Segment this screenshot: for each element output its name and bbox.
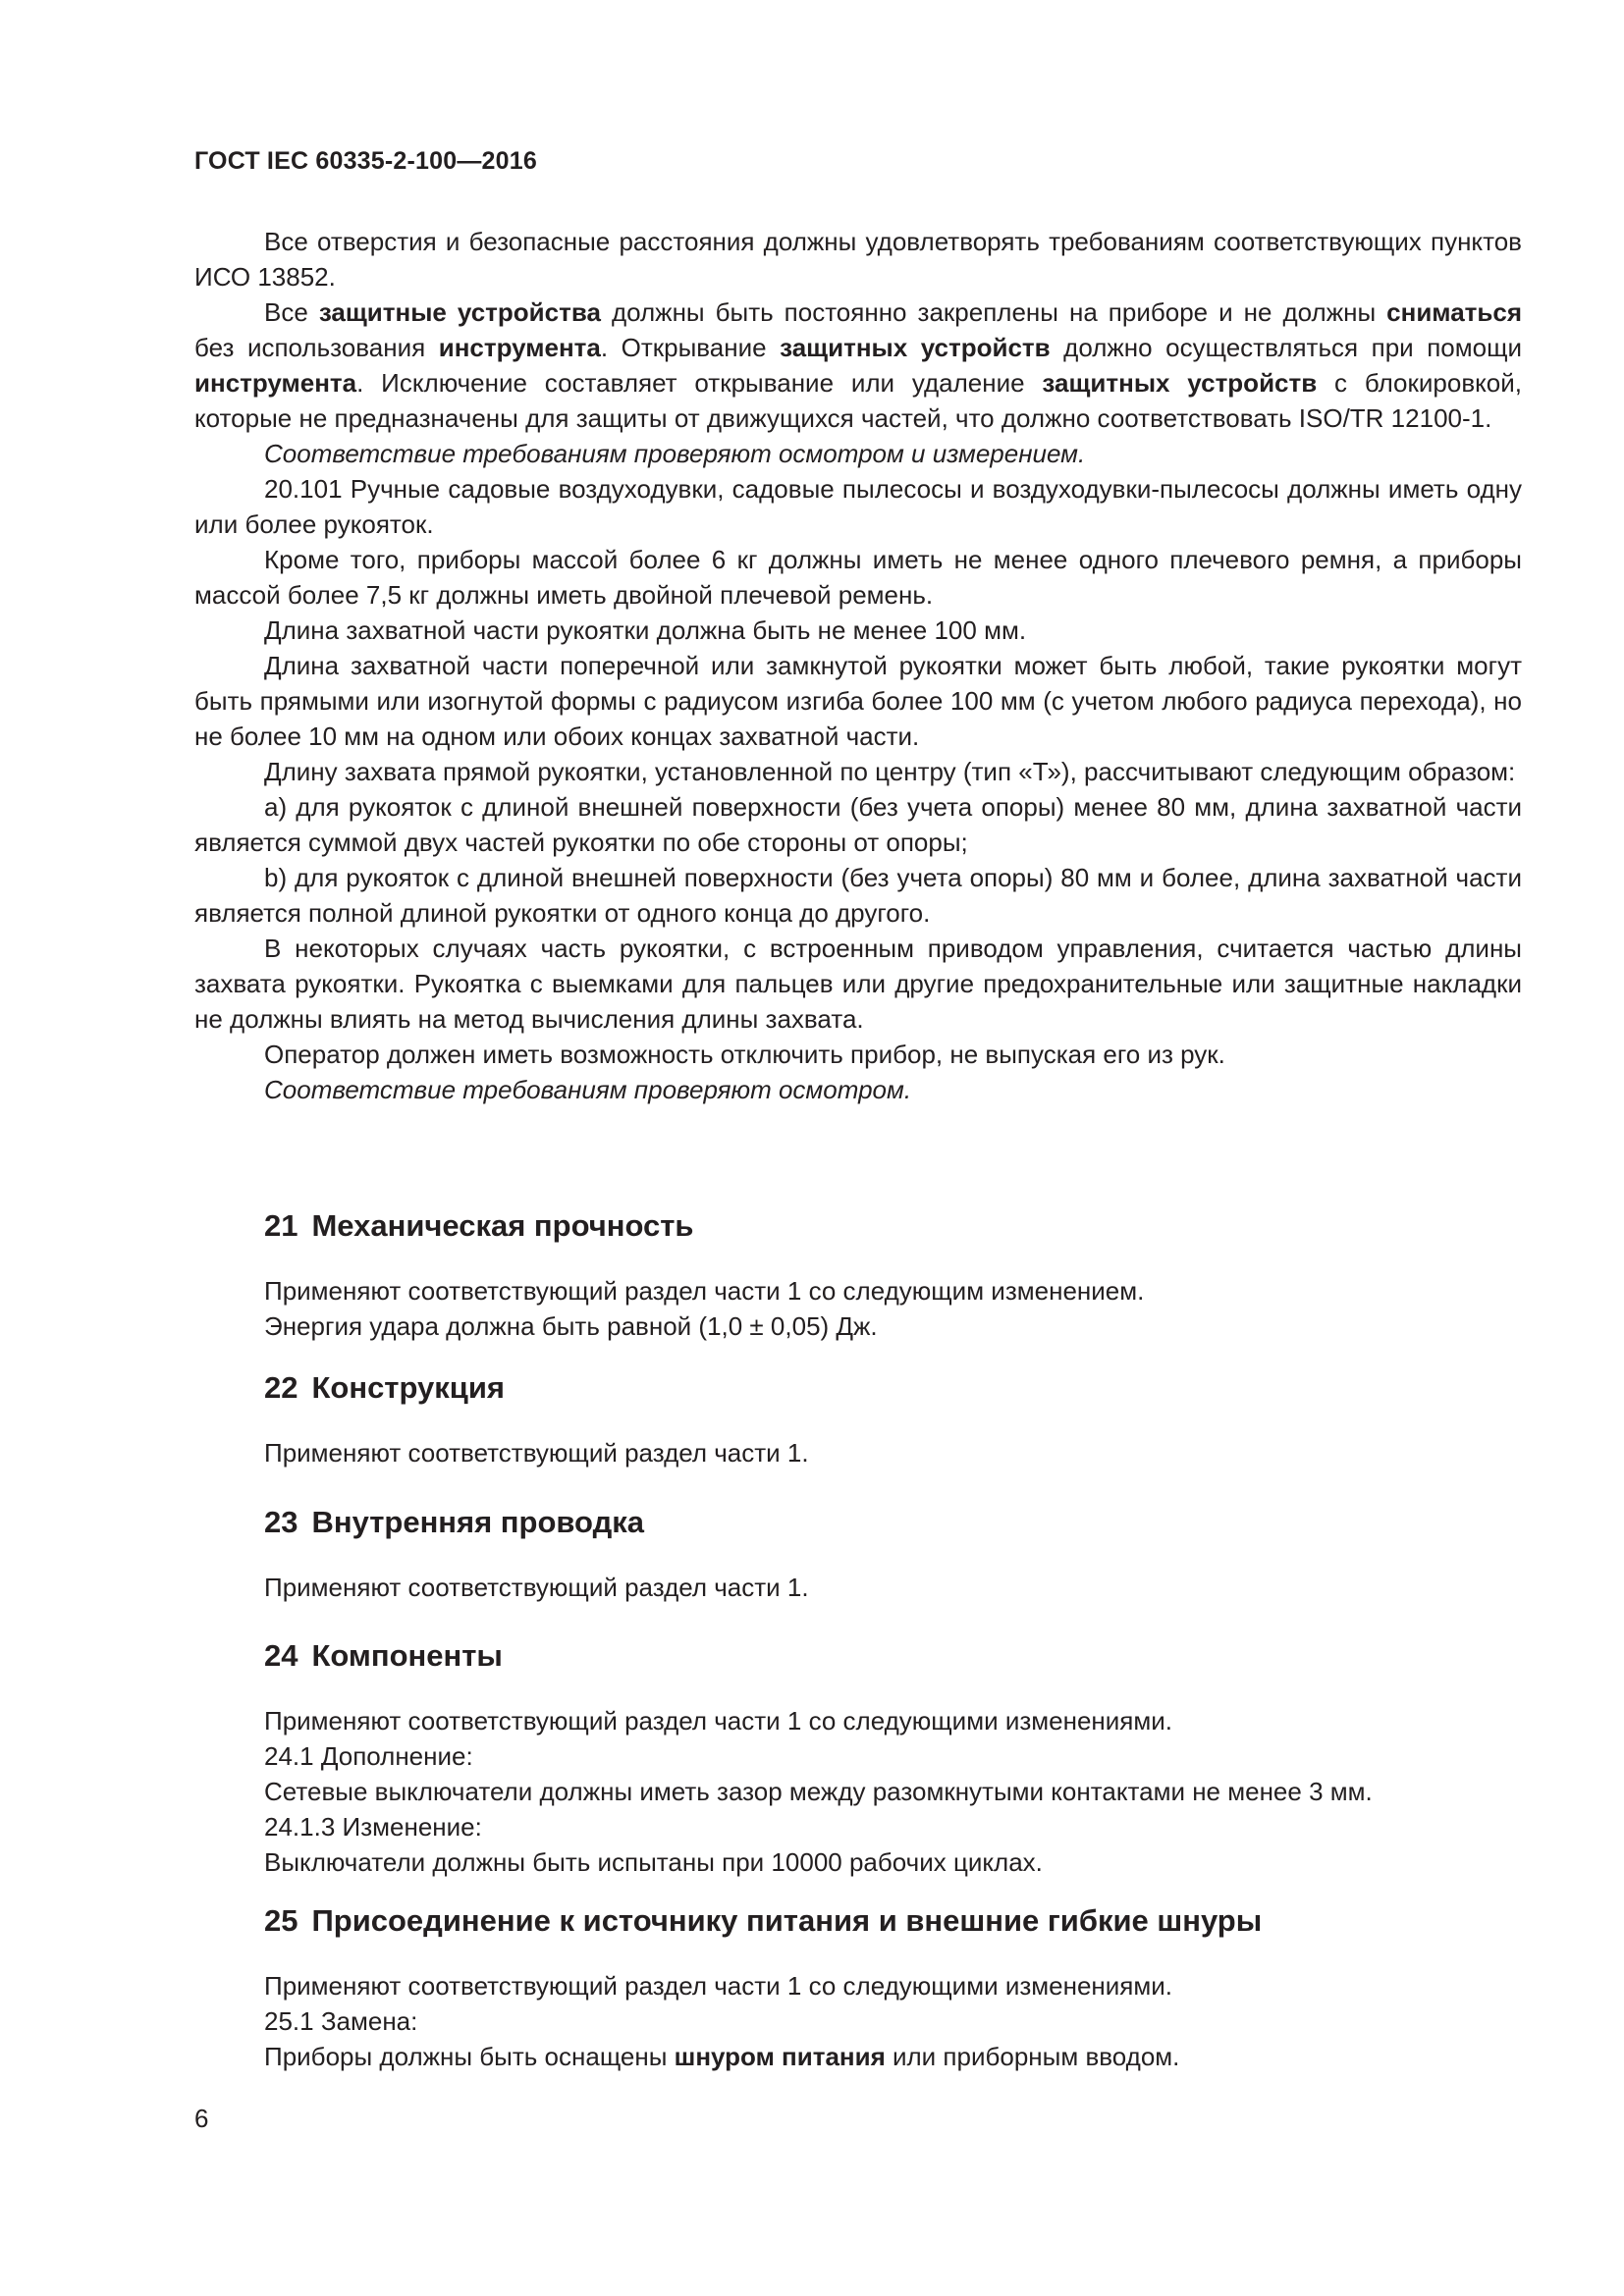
list-item-a: a) для рукояток с длиной внешней поверхности (без учета опоры) менее 80 мм, длина захватной части является суммой двух частей рукоятки по обе стороны от опоры;: [194, 792, 1522, 857]
compliance-check-note: Соответствие требованиям проверяют осмотром и измерением.: [264, 439, 1086, 468]
section-25: [264, 1901, 1522, 2074]
paragraph: В некоторых случаях часть рукоятки, с встроенным приводом управления, считается частью длины захвата рукоятки. Рукоятка с выемками для пальцев или другие предохранительные или защитные накладки не должны влиять на метод вычисления длины захвата.: [194, 934, 1522, 1034]
section-heading: 22 Конструкция: [264, 1370, 505, 1405]
subclause-24-1-3: 24.1.3 Изменение:: [264, 1812, 482, 1842]
compliance-check-note: Соответствие требованиям проверяют осмотром.: [264, 1075, 912, 1104]
term-bold: инструмента: [438, 333, 601, 362]
section-heading: 24 Компоненты: [264, 1638, 503, 1673]
clause-20-body: [194, 224, 1522, 1107]
term-bold: защитных устройств: [780, 333, 1051, 362]
section-line: Выключатели должны быть испытаны при 10000 рабочих циклах.: [264, 1847, 1043, 1877]
list-item-b: b) для рукояток с длиной внешней поверхности (без учета опоры) 80 мм и более, длина захватной части является полной длиной рукоятки от одного конца до другого.: [194, 863, 1522, 928]
paragraph: Оператор должен иметь возможность отключить прибор, не выпуская его из рук.: [264, 1040, 1225, 1069]
term-bold: сниматься: [1386, 297, 1523, 327]
paragraph: Длину захвата прямой рукоятки, установленной по центру (тип «Т»), рассчитывают следующим образом:: [264, 757, 1516, 786]
section-line: Применяют соответствующий раздел части 1 со следующим изменением.: [264, 1276, 1145, 1306]
section-23: [264, 1503, 1522, 1605]
paragraph: Длина захватной части рукоятки должна быть не менее 100 мм.: [264, 615, 1027, 645]
section-line: Применяют соответствующий раздел части 1.: [264, 1438, 809, 1468]
paragraph-protective-devices: Все защитные устройства должны быть постоянно закреплены на приборе и не должны сниматься без использования инструмента. Открывание защитных устройств должно осуществляться при помощи инструмента. Исключение составляет открывание или удаление защитных устройств с блокировкой, которые не предназначены для защиты от движущихся частей, что должно соответствовать ISO/TR 12100-1.: [194, 297, 1523, 433]
paragraph: Все отверстия и безопасные расстояния должны удовлетворять требованиям соответствующих пунктов ИСО 13852.: [194, 227, 1522, 292]
term-bold: защитных устройств: [1042, 368, 1318, 398]
page-number: 6: [194, 2104, 209, 2133]
paragraph: Кроме того, приборы массой более 6 кг должны иметь не менее одного плечевого ремня, а приборы массой более 7,5 кг должны иметь двойной плечевой ремень.: [194, 545, 1522, 610]
subclause-25-1: 25.1 Замена:: [264, 2006, 418, 2036]
standard-designation-header: ГОСТ IEC 60335-2-100—2016: [194, 147, 537, 175]
term-bold: защитные устройства: [318, 297, 601, 327]
term-bold: инструмента: [194, 368, 357, 398]
section-24: [264, 1636, 1522, 1880]
section-heading: 25 Присоединение к источнику питания и внешние гибкие шнуры: [264, 1903, 1263, 1938]
section-line: Энергия удара должна быть равной (1,0 ± 0,05) Дж.: [264, 1311, 878, 1341]
section-line: Применяют соответствующий раздел части 1 со следующими изменениями.: [264, 1971, 1173, 2001]
subclause-20-101: 20.101 Ручные садовые воздуходувки, садовые пылесосы и воздуходувки-пылесосы должны иметь одну или более рукояток.: [194, 474, 1522, 539]
section-line: Сетевые выключатели должны иметь зазор между разомкнутыми контактами не менее 3 мм.: [264, 1777, 1373, 1806]
section-heading: 23 Внутренняя проводка: [264, 1505, 645, 1539]
term-bold: шнуром питания: [674, 2042, 886, 2071]
subclause-24-1: 24.1 Дополнение:: [264, 1741, 473, 1771]
section-line: Применяют соответствующий раздел части 1 со следующими изменениями.: [264, 1706, 1173, 1735]
section-22: [264, 1368, 1522, 1470]
paragraph: Длина захватной части поперечной или замкнутой рукоятки может быть любой, такие рукоятки могут быть прямыми или изогнутой формы с радиусом изгиба более 100 мм (с учетом любого радиуса перехода), но не более 10 мм на одном или обоих концах захватной части.: [194, 651, 1522, 751]
section-heading: 21 Механическая прочность: [264, 1208, 694, 1243]
section-line: Применяют соответствующий раздел части 1.: [264, 1573, 809, 1602]
section-21: [264, 1206, 1522, 1344]
section-line: Приборы должны быть оснащены шнуром питания или приборным вводом.: [264, 2042, 1180, 2071]
